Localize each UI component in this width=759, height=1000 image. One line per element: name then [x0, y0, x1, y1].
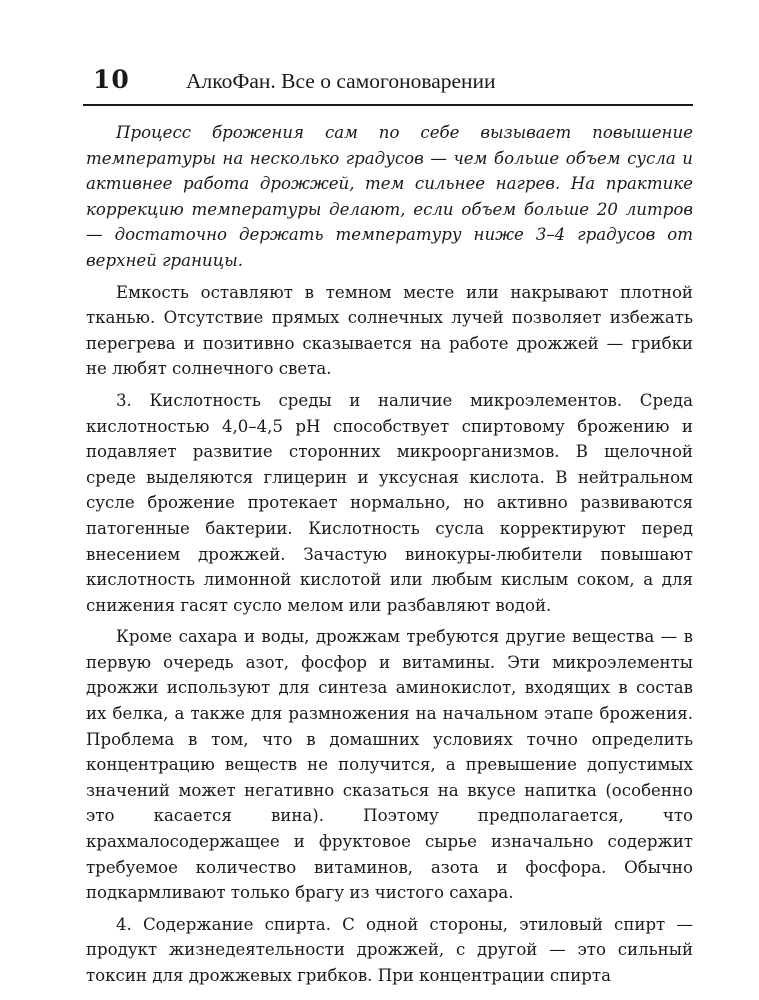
- paragraph: Кроме сахара и воды, дрожжам требуются другие вещества — в первую очередь азот, фосфор и витамины. Эти микроэлементы дрожжи используют для синтеза аминокислот, входящих в состав их белка, а также для размножения на начальном этапе брожения. Проблема в том, что в домашних условиях точно определить концентрацию веществ не получится, а превышение допустимых значений может негативно сказаться на вкусе напитка (особенно это касается вина). Поэтому предполагается, что крахмалосодержащее и фруктовое сырье изначально содержит требуемое количество витаминов, азота и фосфора. Обычно подкармливают только брагу из чистого сахара.: [86, 627, 693, 903]
- page-number: 10: [93, 65, 130, 94]
- header-rule: [83, 104, 693, 106]
- body-text: [86, 120, 693, 995]
- page-header: [83, 62, 695, 98]
- running-title: АлкоФан. Все о самогоноварении: [186, 69, 496, 93]
- paragraph: Емкость оставляют в темном месте или накрывают плотной тканью. Отсутствие прямых солнечных лучей позволяет избежать перегрева и позитивно сказывается на работе дрожжей — грибки не любят солнечного света.: [86, 282, 693, 379]
- paragraph-italic-note: Процесс брожения сам по себе вызывает повышение температуры на несколько градусов — чем больше объем сусла и активнее работа дрожжей, тем сильнее нагрев. На практике коррекцию температуры делают, если объем больше 20 литров — достаточно держать температуру ниже 3–4 градусов от верхней границы.: [86, 123, 693, 270]
- paragraph: 3. Кислотность среды и наличие микроэлементов. Среда кислотностью 4,0–4,5 pH способствует спиртовому брожению и подавляет развитие сторонних микроорганизмов. В щелочной среде выделяются глицерин и уксусная кислота. В нейтральном сусле брожение протекает нормально, но активно развиваются патогенные бактерии. Кислотность сусла корректируют перед внесением дрожжей. Зачастую винокуры-любители повышают кислотность лимонной кислотой или любым кислым соком, а для снижения гасят сусло мелом или разбавляют водой.: [86, 390, 693, 615]
- paragraph: 4. Содержание спирта. С одной стороны, этиловый спирт — продукт жизнедеятельности дрожжей, с другой — это сильный токсин для дрожжевых грибков. При концентрации спирта: [86, 914, 693, 985]
